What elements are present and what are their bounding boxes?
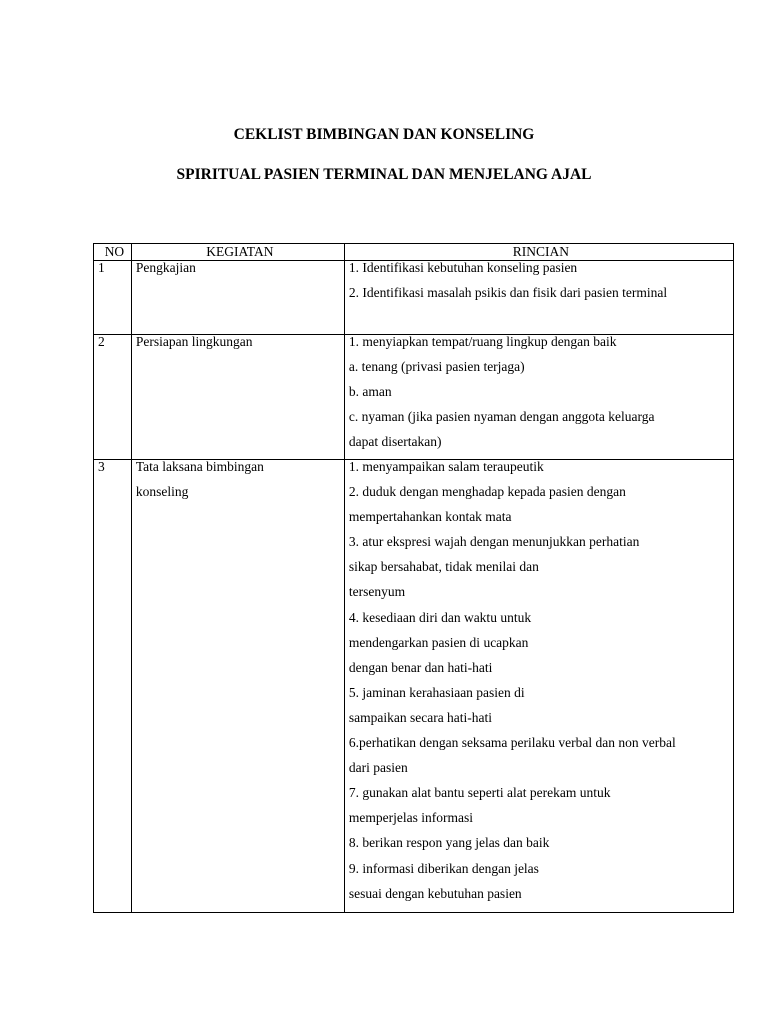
row-number: 2	[98, 334, 105, 349]
document-title: CEKLIST BIMBINGAN DAN KONSELING	[233, 126, 535, 143]
rincian-line: 3. atur ekspresi wajah dengan menunjukkan perhatian	[348, 534, 640, 550]
cell-kegiatan	[131, 460, 344, 913]
table-row	[94, 460, 734, 913]
rincian-line: 4. kesediaan diri dan waktu untuk	[348, 609, 532, 625]
rincian-line: dari pasien	[348, 760, 408, 776]
table-row	[94, 335, 734, 460]
kegiatan-line: Tata laksana bimbingan	[135, 459, 264, 474]
rincian-line: 8. berikan respon yang jelas dan baik	[348, 835, 550, 851]
cell-rincian	[344, 460, 733, 913]
checklist-table	[93, 243, 734, 913]
kegiatan-line: Persiapan lingkungan	[135, 334, 253, 349]
rincian-line: mendengarkan pasien di ucapkan	[348, 634, 529, 650]
rincian-line: dapat disertakan)	[348, 434, 442, 450]
rincian-line: b. aman	[348, 384, 392, 400]
rincian-line: sesuai dengan kebutuhan pasien	[348, 885, 522, 901]
rincian-line: 9. informasi diberikan dengan jelas	[348, 860, 539, 876]
cell-rincian	[344, 335, 733, 460]
cell-no	[94, 335, 132, 460]
kegiatan-line: konseling	[135, 484, 189, 500]
rincian-line: c. nyaman (jika pasien nyaman dengan anggota keluarga	[348, 409, 655, 425]
document-subtitle: SPIRITUAL PASIEN TERMINAL DAN MENJELANG AJAL	[176, 166, 592, 183]
rincian-line: dengan benar dan hati-hati	[348, 659, 493, 675]
rincian-line: 5. jaminan kerahasiaan pasien di	[348, 684, 525, 700]
rincian-line: a. tenang (privasi pasien terjaga)	[348, 359, 525, 375]
kegiatan-line: Pengkajian	[135, 260, 196, 275]
rincian-line: sikap bersahabat, tidak menilai dan	[348, 559, 539, 575]
header-kegiatan: KEGIATAN	[131, 244, 344, 261]
header-no: NO	[94, 244, 132, 261]
rincian-line: tersenyum	[348, 584, 406, 600]
rincian-line: 1. menyiapkan tempat/ruang lingkup dengan baik	[348, 334, 617, 349]
table-row	[94, 261, 734, 335]
rincian-line: 7. gunakan alat bantu seperti alat perekam untuk	[348, 785, 611, 801]
rincian-line: sampaikan secara hati-hati	[348, 709, 493, 725]
rincian-line: 6.perhatikan dengan seksama perilaku verbal dan non verbal	[348, 735, 676, 751]
rincian-line: 2. duduk dengan menghadap kepada pasien dengan	[348, 484, 626, 500]
rincian-line: 2. Identifikasi masalah psikis dan fisik dari pasien terminal	[348, 285, 668, 301]
row-number: 1	[98, 260, 105, 275]
cell-no	[94, 460, 132, 913]
rincian-line: 1. menyampaikan salam teraupeutik	[348, 459, 544, 474]
header-rincian: RINCIAN	[344, 244, 733, 261]
row-number: 3	[98, 459, 105, 474]
rincian-line: 1. Identifikasi kebutuhan konseling pasien	[348, 260, 578, 275]
cell-no	[94, 261, 132, 335]
cell-kegiatan	[131, 261, 344, 335]
cell-rincian	[344, 261, 733, 335]
cell-kegiatan	[131, 335, 344, 460]
rincian-line: memperjelas informasi	[348, 810, 473, 826]
rincian-line: mempertahankan kontak mata	[348, 509, 512, 525]
